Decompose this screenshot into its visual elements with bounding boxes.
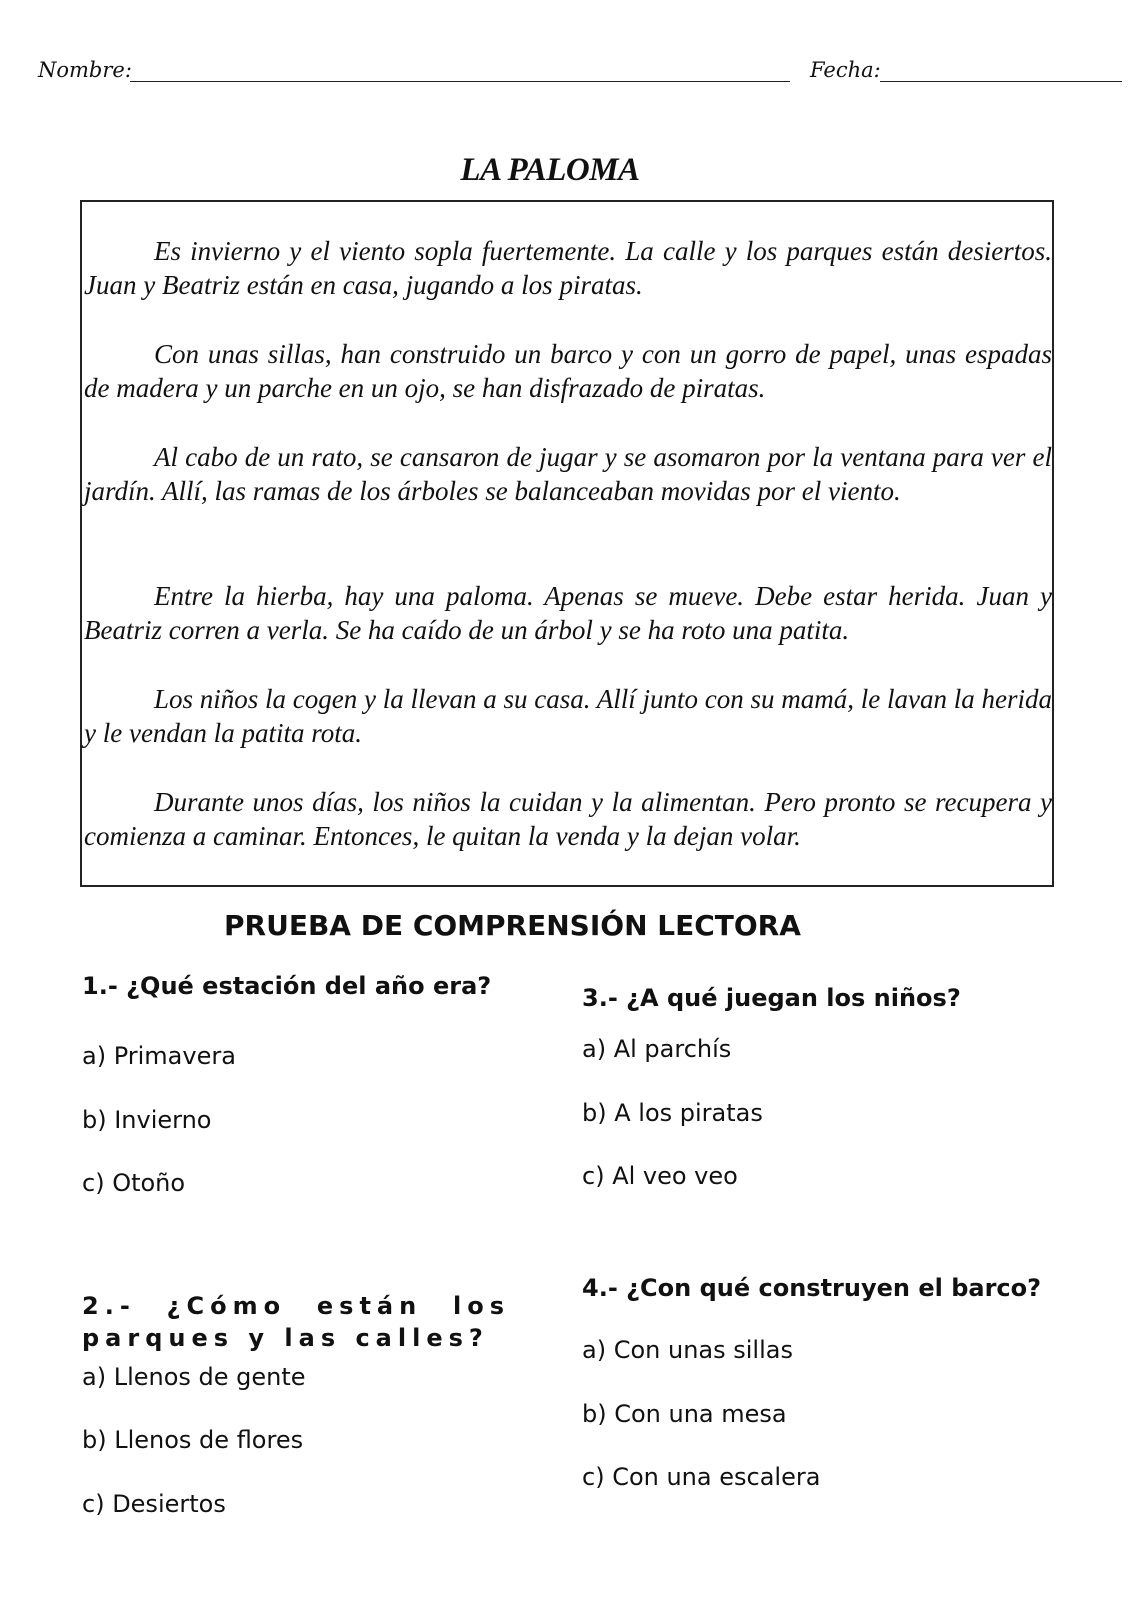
question-block: [582, 982, 1102, 1190]
story-paragraph: Entre la hierba, hay una paloma. Apenas se mueve. Debe estar herida. Juan y Beatriz corren a verla. Se ha caído de un árbol y se ha roto una patita.: [84, 581, 1052, 645]
story-paragraph: Con unas sillas, han construido un barco y con un gorro de papel, unas espadas de madera y un parche en un ojo, se han disfrazado de piratas.: [84, 339, 1052, 403]
answer-option[interactable]: b) Llenos de flores: [82, 1426, 304, 1454]
answer-option[interactable]: c) Con una escalera: [582, 1463, 821, 1491]
question-block: [82, 1290, 510, 1518]
answer-option[interactable]: b) Con una mesa: [582, 1400, 787, 1428]
answer-option[interactable]: a) Primavera: [82, 1042, 236, 1070]
story-paragraph: Los niños la cogen y la llevan a su casa. Allí junto con su mamá, le lavan la herida y le vendan la patita rota.: [84, 684, 1052, 748]
answer-option[interactable]: a) Llenos de gente: [82, 1363, 306, 1391]
question-text: 1.- ¿Qué estación del año era?: [82, 972, 492, 1000]
question-text: 4.- ¿Con qué construyen el barco?: [582, 1274, 1042, 1302]
story-text-box: [80, 200, 1054, 887]
question-text: 3.- ¿A qué juegan los niños?: [582, 984, 961, 1012]
student-header: [38, 52, 1088, 88]
name-label: Nombre:: [38, 58, 132, 82]
story-title: LA PALOMA: [460, 152, 640, 188]
answer-option[interactable]: a) Con unas sillas: [582, 1336, 793, 1364]
question-block: [582, 1272, 1102, 1491]
answer-option[interactable]: c) Al veo veo: [582, 1162, 738, 1190]
story-paragraph: Es invierno y el viento sopla fuertemente. La calle y los parques están desiertos. Juan y Beatriz están en casa, jugando a los piratas.: [84, 236, 1052, 300]
test-title: PRUEBA DE COMPRENSIÓN LECTORA: [224, 909, 801, 942]
answer-option[interactable]: c) Otoño: [82, 1169, 186, 1197]
date-blank-line[interactable]: [880, 81, 1122, 82]
answer-option[interactable]: c) Desiertos: [82, 1490, 226, 1518]
question-text-part: 2.- ¿Cómo están los parques y las calles?: [82, 1292, 510, 1352]
question-text: [82, 1290, 510, 1354]
answer-option[interactable]: b) A los piratas: [582, 1099, 763, 1127]
story-paragraph: Durante unos días, los niños la cuidan y la alimentan. Pero pronto se recupera y comienza a caminar. Entonces, le quitan la venda y la dejan volar.: [84, 787, 1052, 851]
story-paragraph: Al cabo de un rato, se cansaron de jugar y se asomaron por la ventana para ver el jardín. Allí, las ramas de los árboles se balanceaban movidas por el viento.: [84, 442, 1052, 506]
answer-option[interactable]: a) Al parchís: [582, 1035, 732, 1063]
answer-option[interactable]: b) Invierno: [82, 1106, 212, 1134]
question-block: [82, 970, 510, 1197]
name-blank-line[interactable]: [130, 81, 790, 82]
date-label: Fecha:: [810, 58, 881, 82]
